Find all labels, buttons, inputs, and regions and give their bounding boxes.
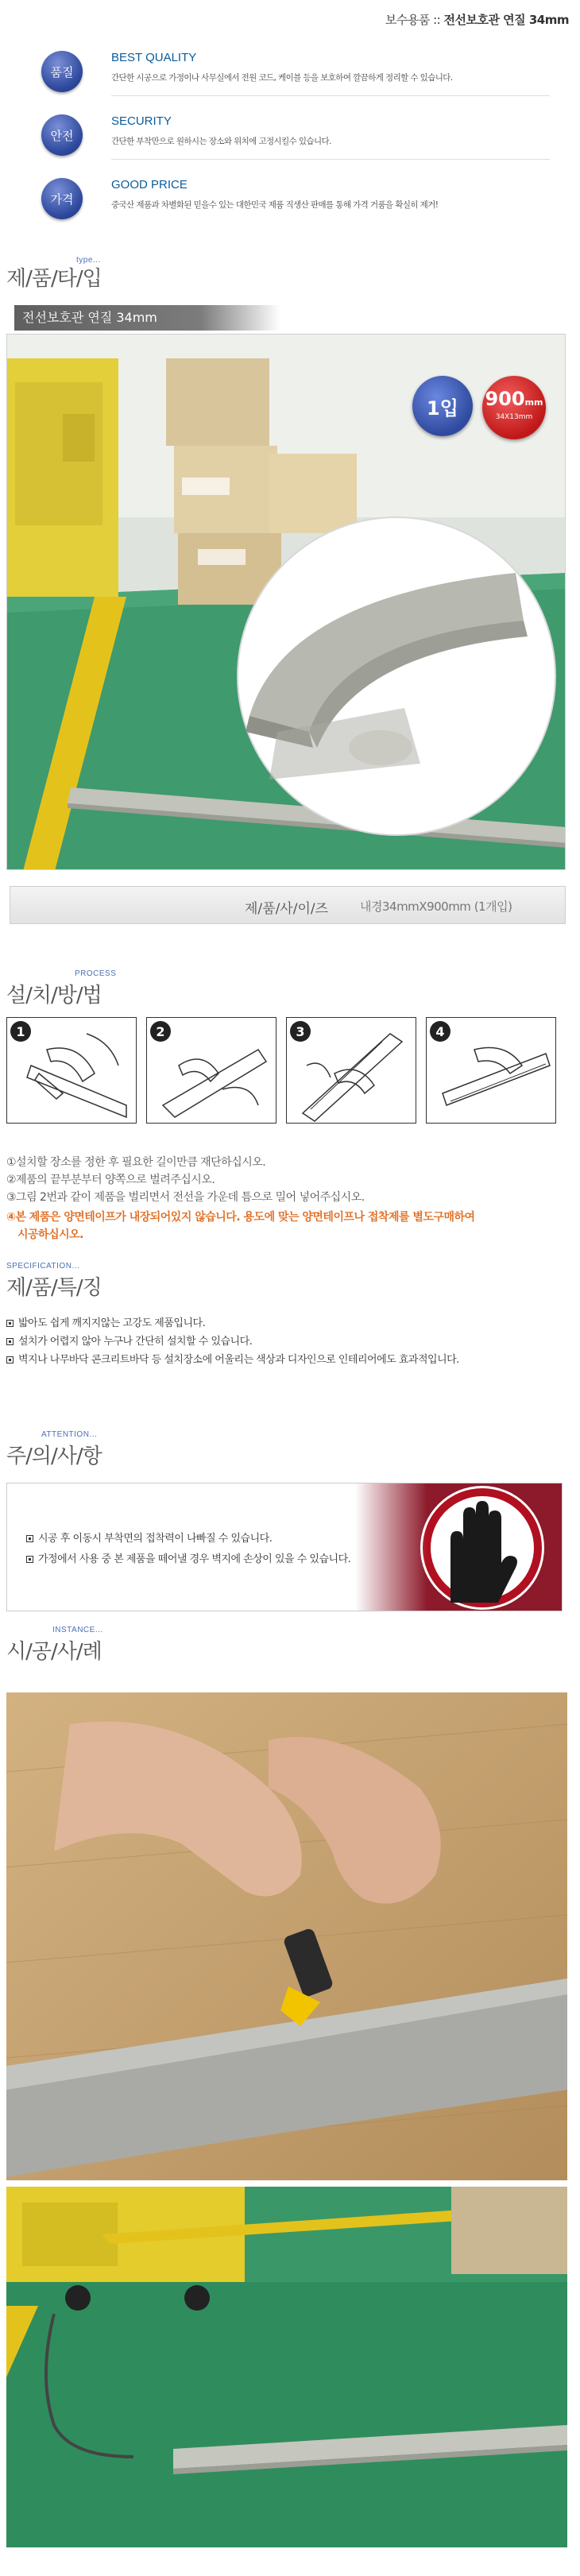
step-1-illustration (6, 1017, 137, 1124)
length-value: 900 (485, 388, 525, 410)
process-line-3: ③그림 2번과 같이 제품을 벌리면서 전선을 가운데 틈으로 밀어 넣어주십시오. (6, 1191, 365, 1204)
instance-heading: 시/공/사/례 (6, 1640, 102, 1664)
page-title (385, 11, 569, 28)
process-line-1: ①설치할 장소를 정한 후 필요한 길이만큼 재단하십시오. (6, 1156, 266, 1169)
security-badge: 안전 (41, 114, 83, 156)
spec-item (6, 1351, 459, 1366)
feature-price (41, 170, 550, 234)
quantity-badge: 1입 (412, 376, 473, 436)
product-photo (6, 334, 566, 870)
dimension-value: 34X13mm (495, 413, 533, 421)
step-number: 3 (290, 1021, 311, 1042)
feature-title: BEST QUALITY (111, 51, 197, 64)
feature-title: SECURITY (111, 114, 172, 128)
spec-item (6, 1314, 205, 1329)
bullet-icon (6, 1356, 14, 1363)
length-badge (482, 376, 546, 439)
price-badge: 가격 (41, 178, 83, 219)
feature-desc: 간단한 시공으로 가정이나 사무실에서 전원 코드, 케이블 등을 보호하여 깔끔하게 정리할 수 있습니다. (111, 73, 453, 83)
caution-item-text: 가정에서 사용 중 본 제품을 떼어낼 경우 벽지에 손상이 있을 수 있습니다. (38, 1553, 351, 1565)
attention-tag: ATTENTION... (41, 1430, 98, 1439)
step-number: 4 (430, 1021, 450, 1042)
size-label: 제/품/사/이/즈 (245, 901, 329, 917)
quality-badge: 품질 (41, 51, 83, 92)
size-value: 내경34mmX900mm (1개입) (360, 899, 512, 914)
type-heading: 제/품/타/입 (6, 267, 102, 291)
spec-item-text: 벽지나 나무바닥 콘크리트바닥 등 설치장소에 어울리는 색상과 디자인으로 인테리어에도 효과적입니다. (18, 1354, 459, 1366)
caution-item-text: 시공 후 이동시 부착면의 접착력이 나빠질 수 있습니다. (38, 1533, 273, 1545)
process-heading: 설/치/방/법 (6, 984, 102, 1008)
feature-quality (41, 43, 550, 106)
caution-item (26, 1530, 272, 1545)
spec-heading: 제/품/특/징 (6, 1276, 102, 1300)
caution-item (26, 1550, 350, 1565)
spec-item-text: 밟아도 쉽게 깨지지않는 고강도 제품입니다. (18, 1317, 206, 1329)
spec-item (6, 1332, 252, 1348)
instance-tag: INSTANCE... (52, 1626, 103, 1634)
bullet-icon (6, 1338, 14, 1345)
photo-overlay-text (358, 1702, 556, 1711)
process-line-2: ②제품의 끝부분부터 양쪽으로 벌려주십시오. (6, 1174, 215, 1186)
process-warning-line-2: 시공하십시오. (17, 1228, 83, 1241)
stop-hand-icon (355, 1483, 562, 1611)
process-warning-line-1: ④본 제품은 양면테이프가 내장되어있지 않습니다. 용도에 맞는 양면테이프나 접착제를 별도구매하여 (6, 1211, 475, 1224)
instance-photo-floor (6, 2187, 567, 2547)
bullet-icon (26, 1556, 33, 1563)
size-bar (10, 886, 566, 924)
step-number: 2 (150, 1021, 171, 1042)
step-number: 1 (10, 1021, 31, 1042)
title-product-name: 전선보호관 연질 34mm (443, 13, 569, 27)
bullet-icon (6, 1320, 14, 1327)
divider (111, 95, 550, 96)
title-prefix: 보수용품 :: (385, 13, 444, 27)
spec-item-text: 설치가 어렵지 않아 누구나 간단히 설치할 수 있습니다. (18, 1336, 253, 1348)
length-unit: mm (524, 397, 543, 408)
feature-title: GOOD PRICE (111, 178, 188, 191)
product-name-bar: 전선보호관 연질 34mm (14, 305, 280, 331)
instance-photo-cutting (6, 1692, 567, 2180)
spec-tag: SPECIFICATION... (6, 1262, 80, 1271)
step-3-illustration (286, 1017, 416, 1124)
attention-heading: 주/의/사/항 (6, 1445, 102, 1468)
feature-desc: 간단한 부착만으로 원하시는 장소와 위치에 고정시킬수 있습니다. (111, 137, 331, 146)
step-4-illustration (426, 1017, 556, 1124)
instance-photo-floor-illustration (6, 2187, 567, 2547)
divider (111, 159, 550, 160)
step-2-illustration (146, 1017, 276, 1124)
instance-photo-cutting-illustration (6, 1692, 567, 2180)
feature-security (41, 106, 550, 170)
caution-box (6, 1483, 563, 1611)
process-tag: PROCESS (75, 969, 117, 978)
type-tag: type... (76, 256, 101, 265)
feature-desc: 중국산 제품과 차별화된 믿을수 있는 대한민국 제품 직생산 판매를 통해 가격 거품을 확실히 제거! (111, 200, 439, 210)
bullet-icon (26, 1535, 33, 1542)
